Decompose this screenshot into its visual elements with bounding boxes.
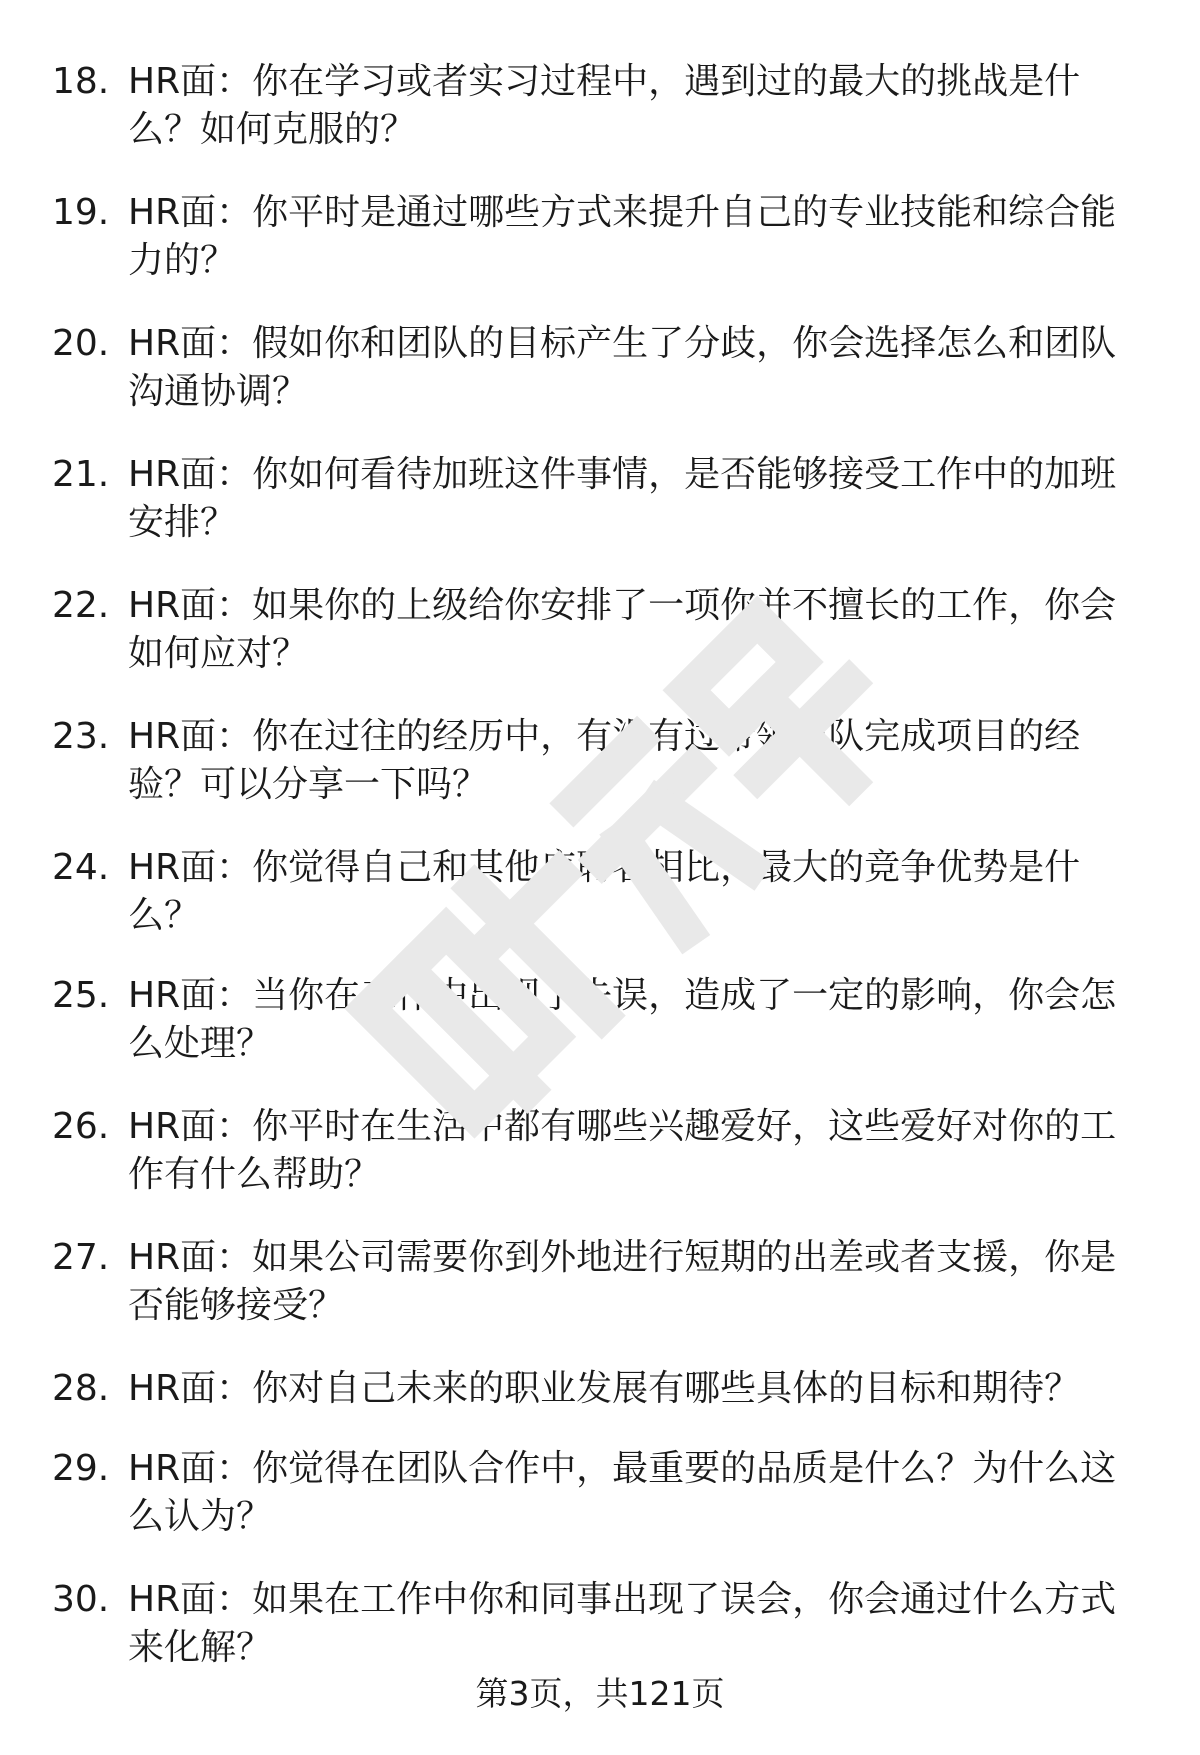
list-item	[0, 189, 1200, 285]
list-item	[0, 582, 1200, 678]
list-item	[0, 1445, 1200, 1541]
list-item	[0, 1234, 1200, 1330]
question-text: HR面：如果公司需要你到外地进行短期的出差或者支援，你是否能够接受？	[128, 1237, 1117, 1326]
question-list	[0, 58, 1200, 1707]
question-number: 25.	[52, 975, 110, 1016]
question-text: HR面：你觉得在团队合作中，最重要的品质是什么？为什么这么认为？	[128, 1448, 1117, 1537]
question-text: HR面：你在过往的经历中，有没有过带领团队完成项目的经验？可以分享一下吗？	[128, 716, 1081, 805]
question-text: HR面：如果在工作中你和同事出现了误会，你会通过什么方式来化解？	[128, 1579, 1117, 1668]
list-item	[0, 320, 1200, 416]
question-text: HR面：假如你和团队的目标产生了分歧，你会选择怎么和团队沟通协调？	[128, 323, 1117, 412]
question-number: 27.	[52, 1237, 110, 1278]
question-number: 26.	[52, 1106, 110, 1147]
question-text: HR面：当你在工作中出现了失误，造成了一定的影响，你会怎么处理？	[128, 975, 1117, 1064]
question-text: HR面：你如何看待加班这件事情，是否能够接受工作中的加班安排？	[128, 454, 1117, 543]
list-item	[0, 1365, 1200, 1413]
question-text: HR面：你觉得自己和其他应聘者相比，最大的竞争优势是什么？	[128, 847, 1081, 936]
list-item	[0, 58, 1200, 154]
question-number: 21.	[52, 454, 110, 495]
list-item	[0, 451, 1200, 547]
list-item	[0, 972, 1200, 1068]
list-item	[0, 1103, 1200, 1199]
question-text: HR面：你平时是通过哪些方式来提升自己的专业技能和综合能力的？	[128, 192, 1117, 281]
list-item	[0, 844, 1200, 940]
question-text: HR面：你在学习或者实习过程中，遇到过的最大的挑战是什么？如何克服的？	[128, 61, 1081, 150]
question-number: 23.	[52, 716, 110, 757]
list-item	[0, 1576, 1200, 1672]
question-number: 30.	[52, 1579, 110, 1620]
page-footer: 第3页，共121页	[475, 1674, 725, 1713]
question-number: 18.	[52, 61, 110, 102]
question-number: 29.	[52, 1448, 110, 1489]
question-text: HR面：你对自己未来的职业发展有哪些具体的目标和期待？	[128, 1368, 1081, 1409]
question-text: HR面：如果你的上级给你安排了一项你并不擅长的工作，你会如何应对？	[128, 585, 1117, 674]
list-item	[0, 713, 1200, 809]
question-number: 24.	[52, 847, 110, 888]
question-number: 19.	[52, 192, 110, 233]
question-number: 20.	[52, 323, 110, 364]
question-number: 22.	[52, 585, 110, 626]
question-number: 28.	[52, 1368, 110, 1409]
question-text: HR面：你平时在生活中都有哪些兴趣爱好，这些爱好对你的工作有什么帮助？	[128, 1106, 1117, 1195]
